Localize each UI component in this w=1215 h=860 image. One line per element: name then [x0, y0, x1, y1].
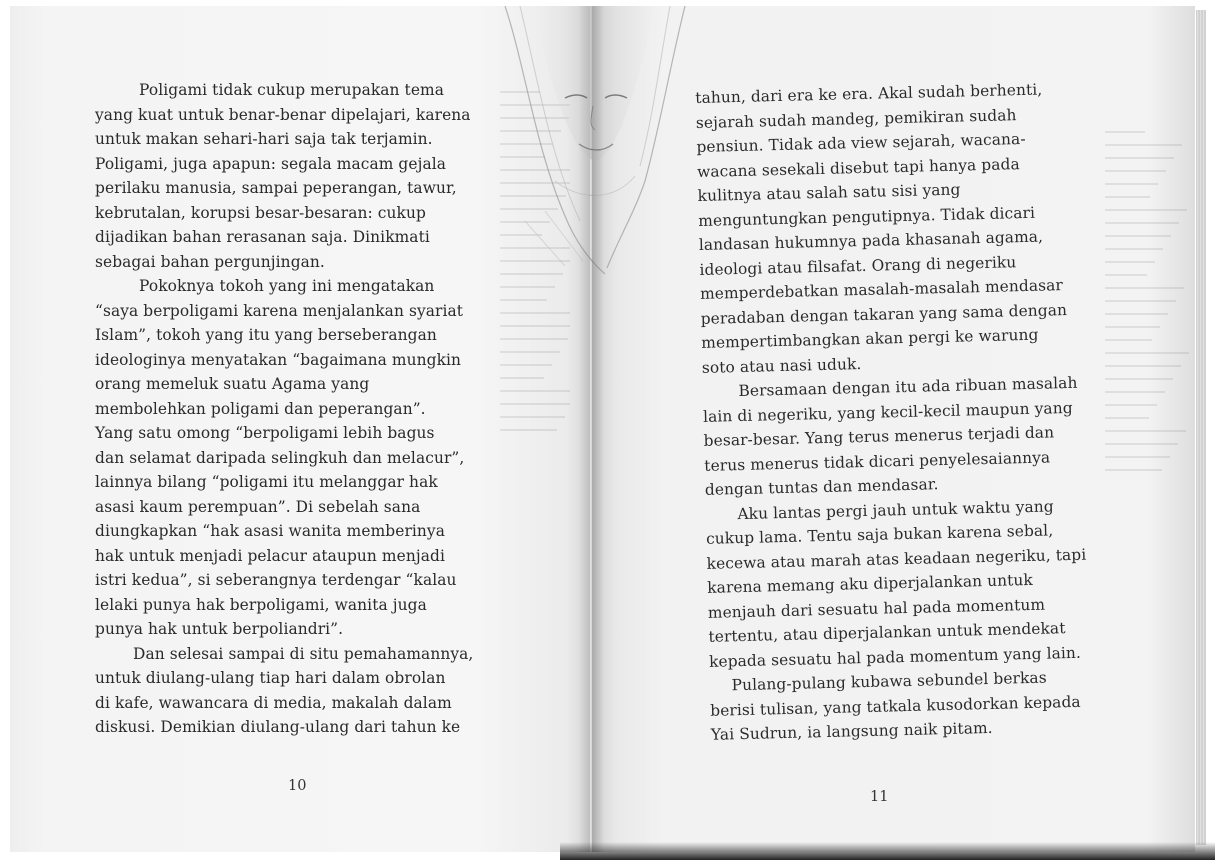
text-line: kebrutalan, korupsi besar-besaran: cukup: [95, 203, 426, 222]
text-line: menguntungkan pengutipnya. Tidak dicari: [698, 203, 1036, 230]
text-line: tahun, dari era ke era. Akal sudah berhenti,: [695, 80, 1043, 107]
text-line: Poligami, juga apapun: segala macam gejala: [95, 154, 447, 173]
text-line: sebagai bahan pergunjingan.: [95, 252, 325, 271]
text-line: dijadikan bahan rerasanan saja. Dinikmati: [95, 228, 430, 246]
text-line: mempertimbangkan akan pergi ke warung: [701, 325, 1039, 352]
text-line: lelaki punya hak berpoligami, wanita juga: [95, 595, 427, 614]
text-line: untuk diulang-ulang tiap hari dalam obrolan: [95, 669, 446, 687]
show-through-right: [1105, 120, 1190, 770]
text-line: “saya berpoligami karena menjalankan syariat: [95, 301, 464, 320]
show-through-line: [500, 364, 552, 366]
show-through-line: [1105, 443, 1178, 445]
text-line: dengan tuntas dan mendasar.: [704, 475, 939, 499]
text-line: istri kedua”, si seberangnya terdengar “kalau: [95, 571, 457, 589]
show-through-line: [1105, 261, 1155, 263]
text-line: Islam”, tokoh yang itu yang berseberangan: [95, 326, 437, 344]
text-line: ideologinya menyatakan “bagaimana mungkin: [95, 350, 462, 369]
show-through-line: [1105, 339, 1152, 341]
right-page-text: [695, 77, 1091, 748]
text-line: membolehkan poligami dan peperangan”.: [95, 399, 426, 418]
show-through-line: [1105, 235, 1171, 237]
show-through-line: [1105, 157, 1174, 159]
text-line: diungkapkan “hak asasi wanita memberinya: [95, 522, 446, 540]
text-line: Yai Sudrun, ia langsung naik pitam.: [710, 718, 993, 744]
text-line: asasi kaum perempuan”. Di sebelah sana: [95, 497, 421, 516]
text-line: perilaku manusia, sampai peperangan, tawur,: [95, 179, 457, 197]
show-through-line: [500, 338, 568, 340]
text-line: kulitnya atau salah satu sisi yang: [697, 180, 961, 205]
show-through-line: [1105, 391, 1165, 393]
text-line: peradaban dengan takaran yang sama dengan: [700, 300, 1068, 328]
show-through-line: [1105, 183, 1158, 185]
show-through-line: [500, 390, 570, 392]
page-edge: [1196, 10, 1206, 845]
show-through-line: [1105, 378, 1173, 380]
show-through-line: [1105, 430, 1186, 432]
text-line: orang memeluk suatu Agama yang: [95, 375, 370, 393]
left-page-text: [95, 78, 473, 740]
text-line: Pokoknya tokoh yang ini mengatakan: [139, 277, 435, 295]
text-line: sejarah sudah mandeg, pemikiran sudah: [695, 105, 1017, 132]
text-line: Bersamaan dengan itu ada ribuan masalah: [738, 373, 1078, 401]
text-line: diskusi. Demikian diulang-ulang dari tahun ke: [95, 718, 461, 736]
text-line: tertentu, atau diperjalankan untuk mendekat: [708, 619, 1066, 646]
text-line: soto atau nasi uduk.: [701, 354, 862, 377]
show-through-line: [1105, 248, 1163, 250]
text-line: hak untuk menjadi pelacur ataupun menjadi: [95, 546, 445, 565]
show-through-line: [1105, 274, 1147, 276]
show-through-line: [500, 325, 570, 327]
show-through-line: [1105, 144, 1182, 146]
text-line: lain di negeriku, yang kecil-kecil maupun yang: [702, 398, 1073, 426]
text-line: menjauh dari sesuatu hal pada momentum: [707, 595, 1046, 622]
text-line: Aku lantas pergi jauh untuk waktu yang: [737, 496, 1054, 523]
show-through-line: [1105, 313, 1168, 315]
text-line: memperdebatkan masalah-masalah mendasar: [699, 276, 1064, 303]
text-line: Pulang-pulang kubawa sebundel berkas: [731, 668, 1047, 695]
text-line: wacana sesekali disebut tapi hanya pada: [696, 154, 1020, 181]
text-line: ideologi atau filsafat. Orang di negeriku: [699, 252, 1017, 279]
text-line: untuk makan sehari-hari saja tak terjamin.: [95, 130, 433, 148]
text-line: kecewa atau marah atas keadaan negeriku, tapi: [706, 545, 1087, 573]
text-line: dan selamat daripada selingkuh dan melacur”,: [95, 448, 465, 467]
show-through-line: [500, 429, 557, 431]
show-through-line: [1105, 287, 1184, 289]
spine-shadow: [578, 6, 604, 852]
show-through-line: [1105, 300, 1176, 302]
text-line: berisi tulisan, yang tatkala kusodorkan kepada: [710, 692, 1081, 720]
bottom-shadow: [560, 842, 1215, 860]
text-line: cukup lama. Tentu saja bukan karena sebal,: [705, 521, 1054, 548]
show-through-line: [500, 403, 570, 405]
text-line: Yang satu omong “berpoligami lebih bagus: [95, 424, 435, 442]
text-line: Dan selesai sampai di situ pemahamannya,: [133, 644, 474, 663]
show-through-line: [500, 351, 560, 353]
text-line: kepada sesuatu hal pada momentum yang lain.: [708, 643, 1082, 671]
text-line: pensiun. Tidak ada view sejarah, wacana-: [696, 129, 1026, 156]
show-through-line: [500, 416, 565, 418]
page-number-left: 10: [288, 778, 307, 794]
text-line: di kafe, wawancara di media, makalah dalam: [95, 693, 452, 712]
text-line: punya hak untuk berpoliandri”.: [95, 620, 344, 638]
show-through-line: [1105, 196, 1150, 198]
text-line: lainnya bilang “poligami itu melanggar hak: [95, 473, 438, 491]
show-through-line: [500, 312, 570, 314]
show-through-line: [1105, 352, 1189, 354]
text-line: terus menerus tidak dicari penyelesaiannya: [704, 447, 1051, 475]
show-through-line: [1105, 326, 1160, 328]
show-through-line: [500, 299, 547, 301]
show-through-line: [1105, 131, 1145, 133]
show-through-line: [1105, 170, 1166, 172]
text-line: besar-besar. Yang terus menerus terjadi dan: [703, 423, 1055, 450]
show-through-line: [1105, 222, 1179, 224]
show-through-line: [1105, 404, 1157, 406]
text-line: karena memang aku diperjalankan untuk: [707, 570, 1034, 597]
text-line: Poligami tidak cukup merupakan tema: [139, 81, 445, 99]
text-line: yang kuat untuk benar-benar dipelajari, karena: [95, 105, 471, 124]
show-through-line: [1105, 456, 1170, 458]
show-through-line: [500, 377, 544, 379]
show-through-line: [500, 286, 555, 288]
show-through-line: [1105, 417, 1149, 419]
page-number-right: 11: [870, 789, 889, 805]
show-through-line: [1105, 469, 1162, 471]
text-line: landasan hukumnya pada khasanah agama,: [698, 227, 1044, 254]
show-through-line: [1105, 209, 1187, 211]
show-through-line: [1105, 365, 1181, 367]
